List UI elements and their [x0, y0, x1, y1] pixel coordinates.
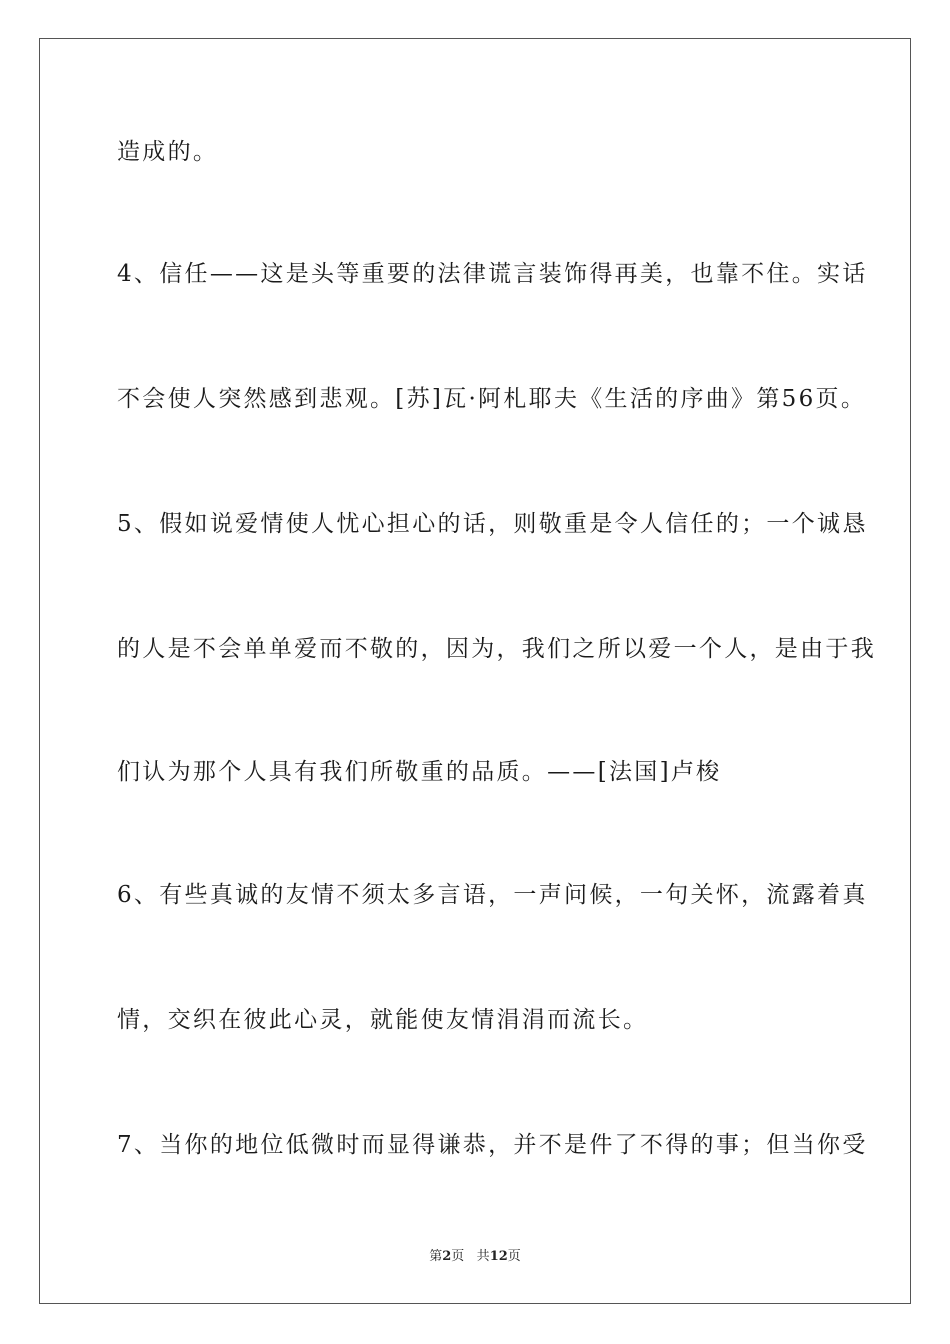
body-line-1: 造成的。 [117, 139, 219, 165]
footer-total-prefix: 共 [476, 1249, 490, 1264]
body-line-6: 们认为那个人具有我们所敬重的品质。——[法国]卢梭 [117, 759, 722, 785]
body-line-9: 7、当你的地位低微时而显得谦恭，并不是件了不得的事；但当你受 [117, 1132, 868, 1158]
footer-page-prefix: 第 [429, 1249, 443, 1264]
footer-page-number: 2 [442, 1249, 452, 1264]
footer-page-suffix: 页 [451, 1249, 465, 1264]
body-line-8: 情，交织在彼此心灵，就能使友情涓涓而流长。 [117, 1007, 649, 1033]
body-line-5: 的人是不会单单爱而不敬的，因为，我们之所以爱一个人，是由于我 [117, 636, 876, 662]
body-line-7: 6、有些真诚的友情不须太多言语，一声问候，一句关怀，流露着真 [117, 882, 868, 908]
footer-total-suffix: 页 [507, 1249, 521, 1264]
body-line-3: 不会使人突然感到悲观。[苏]瓦·阿札耶夫《生活的序曲》第56页。 [117, 386, 867, 412]
body-line-4: 5、假如说爱情使人忧心担心的话，则敬重是令人信任的；一个诚恳 [117, 511, 868, 537]
page-border [39, 38, 911, 1304]
page-footer [0, 1248, 950, 1266]
footer-total-pages: 12 [489, 1249, 508, 1264]
body-line-2: 4、信任——这是头等重要的法律谎言装饰得再美，也靠不住。实话 [117, 261, 868, 287]
